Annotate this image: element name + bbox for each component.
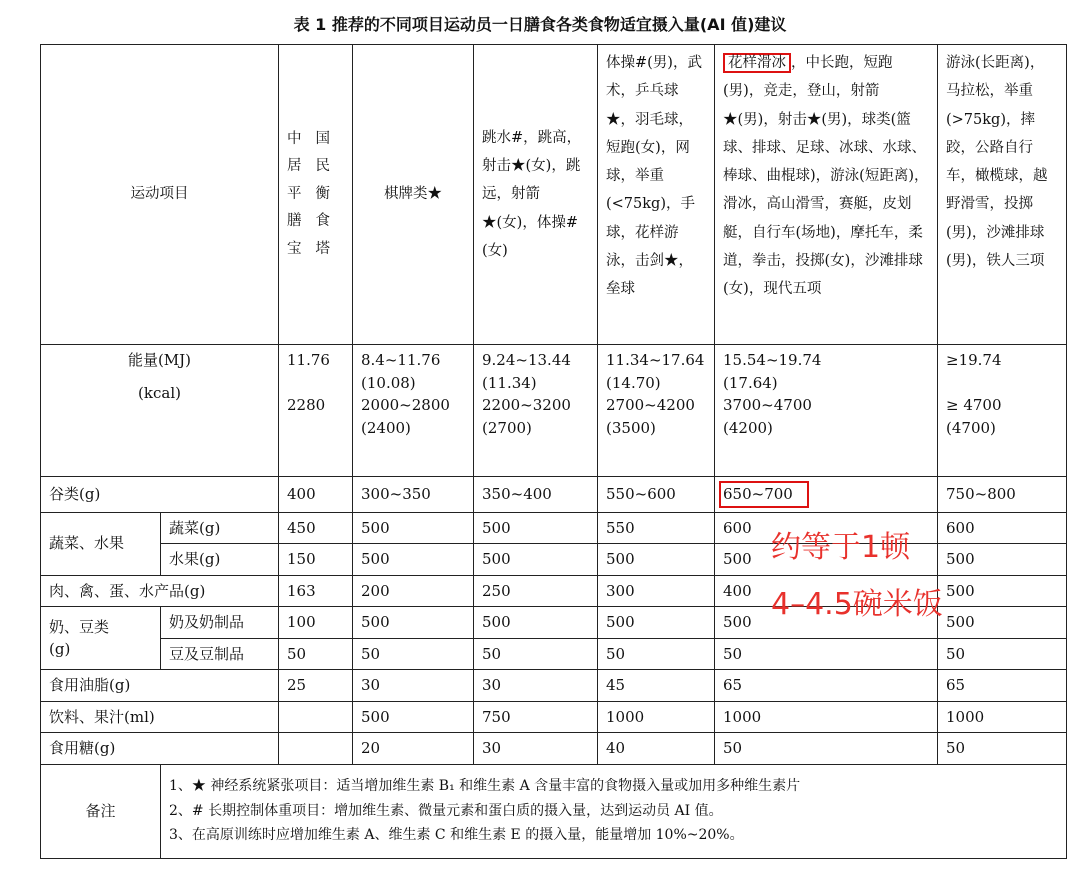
table-cell: 750 bbox=[474, 701, 598, 733]
table-row bbox=[41, 638, 1067, 670]
pagoda-header: 中国居民平衡膳食宝塔 bbox=[279, 45, 353, 345]
col3-header: 跳水#，跳高，射击★(女)，跳远，射箭★(女)，体操#(女) bbox=[474, 45, 598, 345]
row-label: 豆及豆制品 bbox=[161, 638, 279, 670]
table-cell: 100 bbox=[279, 607, 353, 639]
highlight-figure-skating: 花样滑冰 bbox=[723, 53, 791, 73]
annotation-line-2: 4–4.5碗米饭 bbox=[771, 587, 943, 622]
table-cell: 40 bbox=[598, 733, 715, 765]
table-cell: 50 bbox=[938, 733, 1067, 765]
annotation-line-1: 约等于1顿 bbox=[771, 530, 911, 565]
table-cell: 550~600 bbox=[598, 477, 715, 513]
table-cell: 163 bbox=[279, 575, 353, 607]
table-cell: 500 bbox=[474, 607, 598, 639]
table-cell: 300~350 bbox=[353, 477, 474, 513]
table-row bbox=[41, 701, 1067, 733]
table-cell: 400 bbox=[715, 575, 938, 607]
notes-content bbox=[161, 764, 1067, 858]
dairy-group-label: 奶、豆类 bbox=[49, 617, 110, 636]
table-cell bbox=[279, 701, 353, 733]
energy-label bbox=[41, 345, 279, 477]
table-cell: 250 bbox=[474, 575, 598, 607]
table-cell: 500 bbox=[353, 512, 474, 544]
table-cell: 50 bbox=[279, 638, 353, 670]
table-cell: 45 bbox=[598, 670, 715, 702]
energy-cell: 15.54~19.74 (17.64) 3700~4700 (4200) bbox=[715, 345, 938, 477]
table-cell: 65 bbox=[715, 670, 938, 702]
table-cell: 50 bbox=[353, 638, 474, 670]
table-cell: 750~800 bbox=[938, 477, 1067, 513]
col5-header-rest: ，中长跑，短跑(男)，竞走，登山，射箭★(男)，射击★(男)，球类(篮球、排球、足球、冰球、水球、棒球、曲棍球)，游泳(短距离)，滑冰，高山滑雪，赛艇，皮划艇，自行车(场地)，摩托车，柔道，拳击，投掷(女)，沙滩排球(女)，现代五项 bbox=[723, 55, 929, 298]
table-cell: 50 bbox=[715, 638, 938, 670]
table-cell: 500 bbox=[474, 512, 598, 544]
table-cell: 65 bbox=[938, 670, 1067, 702]
row-label: 饮料、果汁(ml) bbox=[41, 701, 279, 733]
energy-row bbox=[41, 345, 1067, 477]
table-cell: 500 bbox=[598, 607, 715, 639]
table-cell: 30 bbox=[353, 670, 474, 702]
table-cell: 500 bbox=[715, 544, 938, 576]
table-cell: 350~400 bbox=[474, 477, 598, 513]
note-item: 1、★ 神经系统紧张项目：适当增加维生素 B₁ 和维生素 A 含量丰富的食物摄入量或加用多种维生素片 bbox=[169, 778, 801, 795]
nutrition-table bbox=[40, 44, 1067, 859]
table-cell: 500 bbox=[938, 575, 1067, 607]
table-cell: 1000 bbox=[715, 701, 938, 733]
table-cell: 500 bbox=[598, 544, 715, 576]
notes-label: 备注 bbox=[41, 764, 161, 858]
table-cell bbox=[279, 733, 353, 765]
dairy-group-unit: (g) bbox=[49, 640, 71, 658]
header-row bbox=[41, 45, 1067, 345]
row-label: 蔬菜(g) bbox=[161, 512, 279, 544]
col6-header: 游泳(长距离)，马拉松，举重(>75kg)，摔跤，公路自行车，橄榄球，越野滑雪，投掷(男)，沙滩排球(男)，铁人三项 bbox=[938, 45, 1067, 345]
table-cell: 450 bbox=[279, 512, 353, 544]
row-label: 水果(g) bbox=[161, 544, 279, 576]
row-label: 肉、禽、蛋、水产品(g) bbox=[41, 575, 279, 607]
table-cell bbox=[715, 477, 938, 513]
table-cell: 1000 bbox=[938, 701, 1067, 733]
note-item: 3、在高原训练时应增加维生素 A、维生素 C 和维生素 E 的摄入量，能量增加 10%~20%。 bbox=[169, 827, 744, 844]
col4-header: 体操#(男)，武术，乒乓球★，羽毛球，短跑(女)，网球，举重(<75kg)，手球，花样游泳，击剑★，垒球 bbox=[598, 45, 715, 345]
table-cell: 500 bbox=[715, 607, 938, 639]
table-cell: 500 bbox=[938, 607, 1067, 639]
highlight-grain-value: 650~700 bbox=[719, 481, 809, 508]
table-cell: 500 bbox=[938, 544, 1067, 576]
energy-cell: ≥19.74 ≥ 4700 (4700) bbox=[938, 345, 1067, 477]
table-cell: 30 bbox=[474, 733, 598, 765]
table-cell: 150 bbox=[279, 544, 353, 576]
table-row bbox=[41, 477, 1067, 513]
table-cell: 500 bbox=[353, 701, 474, 733]
table-cell: 600 bbox=[938, 512, 1067, 544]
table-cell: 400 bbox=[279, 477, 353, 513]
table-cell: 25 bbox=[279, 670, 353, 702]
col2-header: 棋牌类★ bbox=[353, 45, 474, 345]
energy-cell: 8.4~11.76 (10.08) 2000~2800 (2400) bbox=[353, 345, 474, 477]
table-row bbox=[41, 512, 1067, 544]
table-cell: 300 bbox=[598, 575, 715, 607]
table-cell: 30 bbox=[474, 670, 598, 702]
table-cell: 50 bbox=[598, 638, 715, 670]
table-cell: 50 bbox=[474, 638, 598, 670]
table-cell: 600 bbox=[715, 512, 938, 544]
table-title: 表 1 推荐的不同项目运动员一日膳食各类食物适宜摄入量(AI 值)建议 bbox=[293, 15, 787, 34]
energy-mj-label: 能量(MJ) bbox=[127, 351, 192, 369]
row-group-label bbox=[41, 607, 161, 670]
table-row bbox=[41, 733, 1067, 765]
table-cell: 200 bbox=[353, 575, 474, 607]
row-label: 食用糖(g) bbox=[41, 733, 279, 765]
energy-cell: 9.24~13.44 (11.34) 2200~3200 (2700) bbox=[474, 345, 598, 477]
row-group-label: 蔬菜、水果 bbox=[41, 512, 161, 575]
note-item: 2、# 长期控制体重项目：增加维生素、微量元素和蛋白质的摄入量，达到运动员 AI 值。 bbox=[169, 802, 723, 819]
table-cell: 500 bbox=[353, 544, 474, 576]
row-header-label: 运动项目 bbox=[41, 45, 279, 345]
row-label: 奶及奶制品 bbox=[161, 607, 279, 639]
col5-header bbox=[715, 45, 938, 345]
energy-cell: 11.76 2280 bbox=[279, 345, 353, 477]
table-cell: 550 bbox=[598, 512, 715, 544]
notes-row bbox=[41, 764, 1067, 858]
table-cell: 50 bbox=[938, 638, 1067, 670]
table-cell: 20 bbox=[353, 733, 474, 765]
row-label: 谷类(g) bbox=[41, 477, 279, 513]
table-row bbox=[41, 670, 1067, 702]
table-cell: 50 bbox=[715, 733, 938, 765]
table-cell: 500 bbox=[474, 544, 598, 576]
table-row bbox=[41, 544, 1067, 576]
row-label: 食用油脂(g) bbox=[41, 670, 279, 702]
table-cell: 1000 bbox=[598, 701, 715, 733]
table-cell: 500 bbox=[353, 607, 474, 639]
energy-cell: 11.34~17.64 (14.70) 2700~4200 (3500) bbox=[598, 345, 715, 477]
energy-kcal-label: (kcal) bbox=[138, 383, 181, 402]
